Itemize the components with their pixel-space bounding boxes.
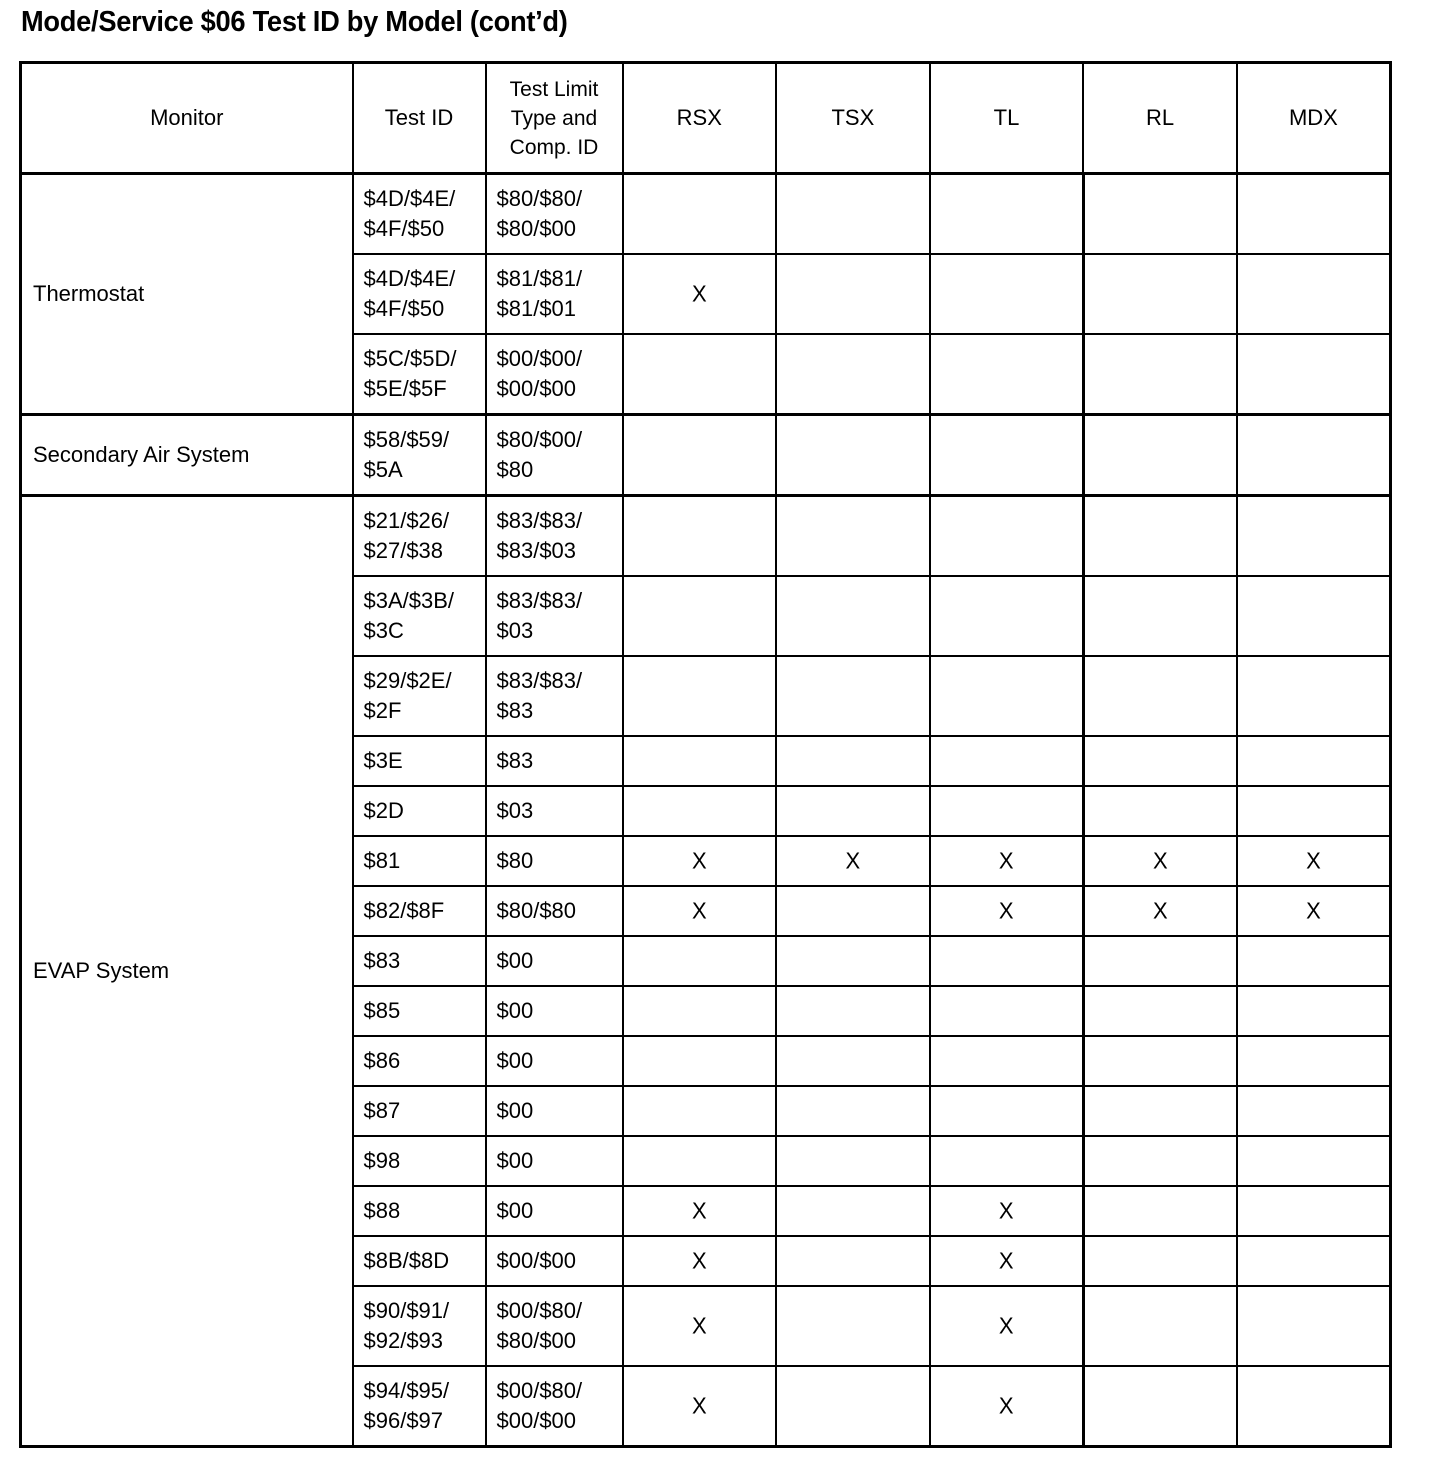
test-limit-cell-line: $83/$83/: [496, 588, 583, 613]
header-test-limit-line: Type and: [510, 106, 598, 130]
test-limit-cell: [486, 736, 623, 786]
header-test-limit-line: Test Limit: [509, 77, 599, 101]
test-id-cell-line: $4F/$50: [363, 296, 445, 321]
test-limit-cell: [486, 986, 623, 1036]
header-model-rl: RL: [1083, 63, 1237, 174]
mark-cell-tl: [930, 1186, 1084, 1236]
mark-cell-tsx: [776, 656, 930, 736]
mark-cell-tl: [930, 254, 1084, 334]
test-limit-cell-line: $83/$83/: [496, 668, 583, 693]
test-limit-cell: [486, 936, 623, 986]
mark-cell-tsx: [776, 1366, 930, 1447]
test-limit-cell: [486, 1086, 623, 1136]
mark-cell-tl: [930, 656, 1084, 736]
mark-cell-tl: [930, 986, 1084, 1036]
mark-cell-tsx: [776, 1236, 930, 1286]
test-limit-cell-line: $00: [496, 1098, 534, 1123]
mark-cell-mdx: [1237, 1286, 1391, 1366]
mark-cell-rl: [1083, 254, 1237, 334]
mark-cell-tl: [930, 936, 1084, 986]
supported-mark: X: [998, 1197, 1014, 1224]
test-id-cell: [353, 656, 486, 736]
test-limit-cell: [486, 1236, 623, 1286]
mark-cell-tl: [930, 496, 1084, 577]
mark-cell-tl: [930, 1236, 1084, 1286]
mark-cell-rsx: [623, 1286, 777, 1366]
test-limit-cell: [486, 415, 623, 496]
mark-cell-mdx: [1237, 254, 1391, 334]
supported-mark: X: [691, 897, 707, 924]
test-limit-cell-line: $00/$80/: [496, 1298, 583, 1323]
test-limit-cell-line: $03: [496, 798, 534, 823]
test-limit-cell-line: $83: [496, 748, 534, 773]
page-title: Mode/Service $06 Test ID by Model (cont’d): [21, 6, 568, 38]
test-id-cell-line: $3E: [363, 748, 403, 773]
supported-mark: X: [691, 1312, 707, 1339]
test-id-cell: [353, 415, 486, 496]
mark-cell-mdx: [1237, 986, 1391, 1036]
mark-cell-rl: [1083, 334, 1237, 415]
mark-cell-tsx: [776, 1086, 930, 1136]
mark-cell-rsx: [623, 1186, 777, 1236]
mark-cell-mdx: [1237, 1366, 1391, 1447]
supported-mark: X: [691, 280, 707, 307]
test-id-cell-line: $88: [363, 1198, 401, 1223]
header-model-tl: TL: [930, 63, 1084, 174]
test-limit-cell-line: $00: [496, 1198, 534, 1223]
mark-cell-tl: [930, 886, 1084, 936]
test-id-cell-line: $29/$2E/: [363, 668, 452, 693]
test-id-cell: [353, 254, 486, 334]
supported-mark: X: [1152, 897, 1168, 924]
test-id-cell-line: $4D/$4E/: [363, 266, 456, 291]
test-limit-cell: [486, 886, 623, 936]
supported-mark: X: [998, 1247, 1014, 1274]
mark-cell-mdx: [1237, 496, 1391, 577]
monitor-cell: EVAP System: [21, 496, 353, 1447]
monitor-cell: Secondary Air System: [21, 415, 353, 496]
test-id-cell-line: $3C: [363, 618, 404, 643]
mark-cell-tl: [930, 736, 1084, 786]
test-limit-cell-line: $00/$00/: [496, 346, 583, 371]
test-id-cell: [353, 1236, 486, 1286]
test-id-cell: [353, 1366, 486, 1447]
test-limit-cell-line: $83/$03: [496, 538, 577, 563]
test-id-cell: [353, 334, 486, 415]
mark-cell-rsx: [623, 1136, 777, 1186]
mark-cell-tl: [930, 1286, 1084, 1366]
test-id-cell-line: $5E/$5F: [363, 376, 447, 401]
mark-cell-rl: [1083, 786, 1237, 836]
test-limit-cell: [486, 656, 623, 736]
test-limit-cell-line: $80/$00: [496, 1328, 577, 1353]
supported-mark: X: [691, 1197, 707, 1224]
supported-mark: X: [691, 1392, 707, 1419]
mark-cell-rl: [1083, 656, 1237, 736]
mark-cell-tl: [930, 1086, 1084, 1136]
mark-cell-mdx: [1237, 786, 1391, 836]
test-limit-cell-line: $00: [496, 948, 534, 973]
header-row: [21, 63, 1391, 174]
mark-cell-rsx: [623, 786, 777, 836]
mark-cell-tsx: [776, 886, 930, 936]
test-limit-cell: [486, 1036, 623, 1086]
test-id-cell-line: $90/$91/: [363, 1298, 450, 1323]
test-limit-cell-line: $00/$00: [496, 1408, 577, 1433]
table-body: [21, 174, 1391, 1447]
test-id-cell: [353, 1186, 486, 1236]
mark-cell-tl: [930, 1366, 1084, 1447]
test-id-cell-line: $82/$8F: [363, 898, 445, 923]
mark-cell-tsx: [776, 174, 930, 255]
test-limit-cell: [486, 1286, 623, 1366]
mark-cell-rl: [1083, 496, 1237, 577]
mark-cell-tsx: [776, 1186, 930, 1236]
mark-cell-tsx: [776, 254, 930, 334]
mark-cell-rsx: [623, 415, 777, 496]
test-limit-cell-line: $00/$00: [496, 376, 577, 401]
test-id-cell: [353, 786, 486, 836]
mark-cell-tsx: [776, 334, 930, 415]
mark-cell-tl: [930, 1136, 1084, 1186]
test-id-cell: [353, 1086, 486, 1136]
mark-cell-rl: [1083, 936, 1237, 986]
mark-cell-rl: [1083, 415, 1237, 496]
header-model-tsx: TSX: [776, 63, 930, 174]
mark-cell-rl: [1083, 836, 1237, 886]
mark-cell-mdx: [1237, 576, 1391, 656]
table-row: [21, 496, 1391, 577]
header-test-id: Test ID: [353, 63, 486, 174]
mark-cell-mdx: [1237, 1186, 1391, 1236]
test-limit-cell: [486, 786, 623, 836]
test-limit-cell: [486, 496, 623, 577]
test-id-cell-line: $21/$26/: [363, 508, 450, 533]
mark-cell-rl: [1083, 1286, 1237, 1366]
mark-cell-rsx: [623, 936, 777, 986]
mark-cell-tl: [930, 415, 1084, 496]
test-limit-cell: [486, 254, 623, 334]
test-id-cell: [353, 936, 486, 986]
supported-mark: X: [1306, 897, 1321, 924]
test-id-cell: [353, 174, 486, 255]
test-id-cell: [353, 576, 486, 656]
test-id-cell-line: $4D/$4E/: [363, 186, 456, 211]
mark-cell-rsx: [623, 254, 777, 334]
supported-mark: X: [1306, 847, 1321, 874]
test-limit-cell-line: $80: [496, 848, 534, 873]
mark-cell-mdx: [1237, 1036, 1391, 1086]
mark-cell-mdx: [1237, 1236, 1391, 1286]
mark-cell-mdx: [1237, 334, 1391, 415]
test-id-table: [19, 61, 1392, 1448]
header-monitor: Monitor: [21, 63, 353, 174]
mark-cell-tsx: [776, 1136, 930, 1186]
mark-cell-rsx: [623, 576, 777, 656]
mark-cell-rsx: [623, 174, 777, 255]
test-id-cell-line: $3A/$3B/: [363, 588, 455, 613]
mark-cell-mdx: [1237, 736, 1391, 786]
test-id-cell-line: $27/$38: [363, 538, 444, 563]
test-id-cell: [353, 1136, 486, 1186]
mark-cell-rsx: [623, 836, 777, 886]
mark-cell-rl: [1083, 736, 1237, 786]
mark-cell-rsx: [623, 496, 777, 577]
test-limit-cell-line: $83/$83/: [496, 508, 583, 533]
test-id-cell-line: $83: [363, 948, 401, 973]
mark-cell-mdx: [1237, 174, 1391, 255]
mark-cell-rsx: [623, 656, 777, 736]
mark-cell-rsx: [623, 986, 777, 1036]
mark-cell-mdx: [1237, 656, 1391, 736]
test-id-cell-line: $5A: [363, 457, 403, 482]
table-row: [21, 174, 1391, 255]
supported-mark: X: [998, 1312, 1014, 1339]
test-limit-cell: [486, 1366, 623, 1447]
test-limit-cell: [486, 1186, 623, 1236]
mark-cell-rl: [1083, 1086, 1237, 1136]
mark-cell-tl: [930, 576, 1084, 656]
test-limit-cell: [486, 174, 623, 255]
mark-cell-tsx: [776, 786, 930, 836]
supported-mark: X: [691, 847, 707, 874]
mark-cell-tsx: [776, 1036, 930, 1086]
test-id-cell: [353, 886, 486, 936]
mark-cell-tsx: [776, 986, 930, 1036]
test-limit-cell: [486, 334, 623, 415]
supported-mark: X: [1152, 847, 1168, 874]
test-id-cell: [353, 986, 486, 1036]
mark-cell-rl: [1083, 1136, 1237, 1186]
test-limit-cell-line: $83: [496, 698, 534, 723]
mark-cell-mdx: [1237, 415, 1391, 496]
test-limit-cell: [486, 576, 623, 656]
supported-mark: X: [998, 897, 1014, 924]
test-id-cell-line: $86: [363, 1048, 401, 1073]
test-id-cell-line: $2F: [363, 698, 402, 723]
mark-cell-mdx: [1237, 1086, 1391, 1136]
mark-cell-tl: [930, 174, 1084, 255]
test-id-cell-line: $5C/$5D/: [363, 346, 457, 371]
mark-cell-tsx: [776, 936, 930, 986]
header-model-rsx: RSX: [623, 63, 777, 174]
test-limit-cell-line: $80/$80: [496, 898, 577, 923]
test-limit-cell-line: $81/$01: [496, 296, 577, 321]
test-id-cell-line: $92/$93: [363, 1328, 444, 1353]
mark-cell-rl: [1083, 1186, 1237, 1236]
mark-cell-tsx: [776, 576, 930, 656]
mark-cell-tsx: [776, 415, 930, 496]
mark-cell-rl: [1083, 1036, 1237, 1086]
test-id-cell-line: $96/$97: [363, 1408, 444, 1433]
mark-cell-tsx: [776, 736, 930, 786]
mark-cell-tl: [930, 1036, 1084, 1086]
mark-cell-tsx: [776, 1286, 930, 1366]
test-limit-cell: [486, 1136, 623, 1186]
test-id-cell-line: $8B/$8D: [363, 1248, 450, 1273]
test-id-cell-line: $85: [363, 998, 401, 1023]
mark-cell-rsx: [623, 1086, 777, 1136]
mark-cell-rl: [1083, 576, 1237, 656]
mark-cell-mdx: [1237, 886, 1391, 936]
mark-cell-mdx: [1237, 936, 1391, 986]
test-id-cell-line: $58/$59/: [363, 427, 450, 452]
mark-cell-mdx: [1237, 1136, 1391, 1186]
test-limit-cell-line: $00: [496, 1048, 534, 1073]
mark-cell-rsx: [623, 1366, 777, 1447]
mark-cell-rl: [1083, 174, 1237, 255]
test-limit-cell-line: $81/$81/: [496, 266, 583, 291]
mark-cell-rsx: [623, 1036, 777, 1086]
test-id-cell: [353, 736, 486, 786]
test-limit-cell-line: $80: [496, 457, 534, 482]
mark-cell-mdx: [1237, 836, 1391, 886]
test-limit-cell-line: $00: [496, 998, 534, 1023]
mark-cell-tl: [930, 786, 1084, 836]
test-id-cell-line: $2D: [363, 798, 404, 823]
supported-mark: X: [998, 847, 1014, 874]
test-id-cell-line: $94/$95/: [363, 1378, 450, 1403]
header-model-mdx: MDX: [1237, 63, 1391, 174]
supported-mark: X: [691, 1247, 707, 1274]
test-limit-cell-line: $80/$80/: [496, 186, 583, 211]
monitor-cell: Thermostat: [21, 174, 353, 415]
test-id-cell-line: $87: [363, 1098, 401, 1123]
mark-cell-rl: [1083, 1236, 1237, 1286]
test-id-cell-line: $98: [363, 1148, 401, 1173]
test-id-cell: [353, 496, 486, 577]
test-limit-cell-line: $80/$00: [496, 216, 577, 241]
mark-cell-rsx: [623, 334, 777, 415]
mark-cell-tl: [930, 836, 1084, 886]
test-limit-cell-line: $00/$80/: [496, 1378, 583, 1403]
test-id-cell: [353, 836, 486, 886]
header-test-limit: [486, 63, 623, 174]
test-limit-cell-line: $00: [496, 1148, 534, 1173]
test-id-cell-line: $81: [363, 848, 401, 873]
test-id-cell: [353, 1036, 486, 1086]
mark-cell-tl: [930, 334, 1084, 415]
mark-cell-rl: [1083, 886, 1237, 936]
supported-mark: X: [998, 1392, 1014, 1419]
mark-cell-tsx: [776, 496, 930, 577]
test-limit-cell-line: $00/$00: [496, 1248, 577, 1273]
mark-cell-rsx: [623, 886, 777, 936]
supported-mark: X: [845, 847, 861, 874]
header-test-limit-line: Comp. ID: [509, 135, 599, 159]
test-id-cell: [353, 1286, 486, 1366]
mark-cell-rsx: [623, 1236, 777, 1286]
mark-cell-rl: [1083, 1366, 1237, 1447]
test-id-cell-line: $4F/$50: [363, 216, 445, 241]
mark-cell-rl: [1083, 986, 1237, 1036]
test-limit-cell-line: $80/$00/: [496, 427, 583, 452]
test-limit-cell-line: $03: [496, 618, 534, 643]
table-row: [21, 415, 1391, 496]
test-limit-cell: [486, 836, 623, 886]
mark-cell-tsx: [776, 836, 930, 886]
mark-cell-rsx: [623, 736, 777, 786]
